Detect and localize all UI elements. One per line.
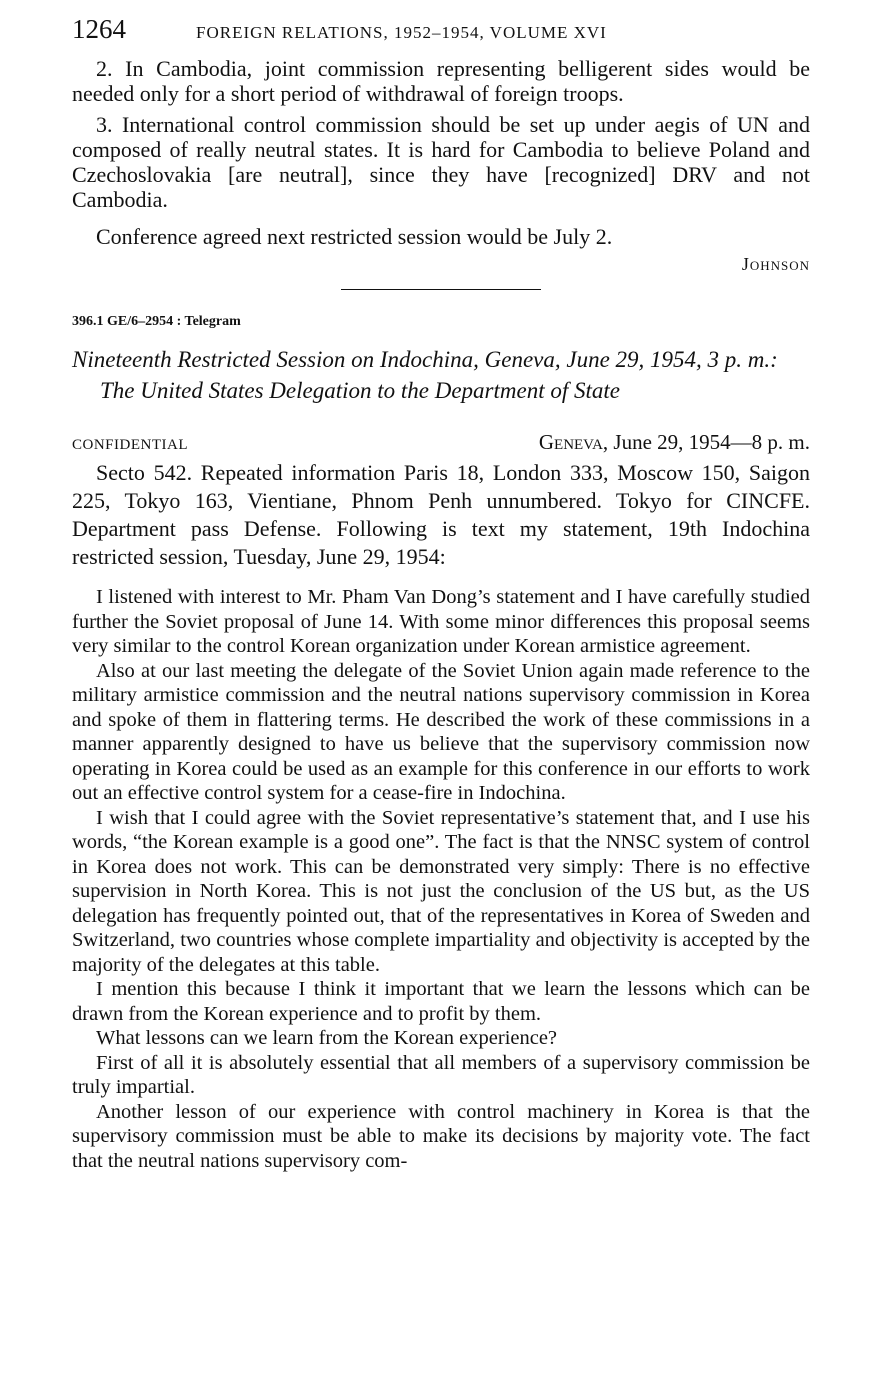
file-reference: 396.1 GE/6–2954 : Telegram [72, 314, 241, 329]
numbered-item-3: 3. International control commission should be set up under aegis of UN and composed of really neutral states. It is hard for Cambodia to believe Poland and Czechoslovakia [are neutral], since they have [recognized] DRV and not Cambodia. [72, 112, 810, 212]
page-number: 1264 [72, 14, 126, 44]
statement-text [72, 585, 810, 1173]
statement-paragraph: First of all it is absolutely essential that all members of a supervisory commission be truly impartial. [72, 1051, 810, 1098]
place-date [539, 430, 810, 455]
telegram-document [72, 314, 810, 1173]
signature: Johnson [741, 254, 810, 274]
document-title: Nineteenth Restricted Session on Indochina, Geneva, June 29, 1954, 3 p. m.: The United States Delegation to the Department of State [72, 347, 778, 403]
statement-paragraph: Another lesson of our experience with control machinery in Korea is that the supervisory commission must be able to make its decisions by majority vote. The fact that the neutral nations supervisory com- [72, 1100, 810, 1172]
intro-paragraph: Secto 542. Repeated information Paris 18, London 333, Moscow 150, Saigon 225, Tokyo 163, Vientiane, Phnom Penh unnumbered. Tokyo for CINCFE. Department pass Defense. Following is text my statement, 19th Indochina restricted session, Tuesday, June 29, 1954: [72, 460, 810, 569]
numbered-item-2: 2. In Cambodia, joint commission representing belligerent sides would be needed only for a short period of withdrawal of foreign troops. [72, 56, 810, 106]
page-header [72, 14, 810, 48]
date: , June 29, 1954—8 p. m. [602, 430, 810, 454]
closing-line: Conference agreed next restricted session would be July 2. [96, 224, 613, 249]
previous-document-tail [72, 56, 810, 275]
place: Geneva [538, 430, 603, 454]
statement-paragraph: I listened with interest to Mr. Pham Van Dong’s statement and I have carefully studied further the Soviet proposal of June 14. With some minor differences this proposal seems very similar to the control Korean organization under Korean armistice agreement. [72, 586, 810, 657]
classification-label: CONFIDENTIAL [72, 437, 188, 453]
dateline [72, 430, 810, 455]
section-divider [341, 289, 541, 290]
statement-paragraph: Also at our last meeting the delegate of the Soviet Union again made reference to the military armistice commission and the neutral nations supervisory commission in Korea and spoke of them in flattering terms. He described the work of these commissions in a manner apparently designed to have us believe that the supervisory commission now operating in Korea could be used as an example for this conference in our efforts to work out an effective control system for a cease-fire in Indochina. [72, 659, 810, 804]
statement-paragraph: What lessons can we learn from the Korean experience? [96, 1027, 558, 1049]
running-title: FOREIGN RELATIONS, 1952–1954, VOLUME XVI [196, 23, 607, 42]
statement-paragraph: I mention this because I think it important that we learn the lessons which can be drawn from the Korean experience and to profit by them. [72, 978, 810, 1025]
statement-paragraph: I wish that I could agree with the Soviet representative’s statement that, and I use his words, “the Korean example is a good one”. The fact is that the NNSC system of control in Korea does not work. This can be demonstrated very simply: There is no effective supervision in North Korea. This is not just the conclusion of the US but, as the US delegation has frequently pointed out, that of the representatives in Korea of Sweden and Switzerland, two countries whose complete impartiality and objectivity is accepted by the majority of the delegates at this table. [72, 806, 810, 976]
document-page [72, 14, 810, 1173]
